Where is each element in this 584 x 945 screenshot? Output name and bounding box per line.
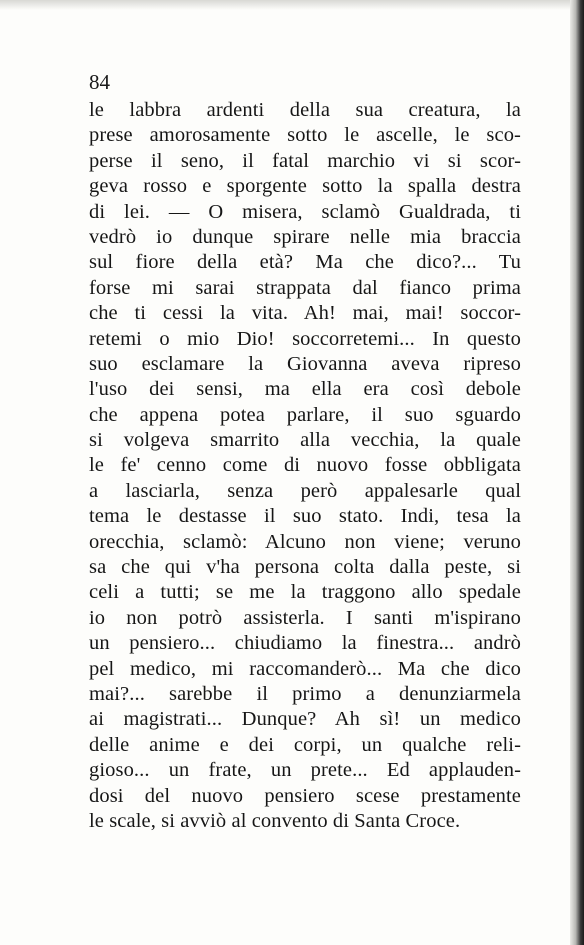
body-text (89, 98, 521, 834)
text-line: dosi del nuovo pensiero scese prestamente (89, 784, 521, 807)
text-line: suo esclamare la Giovanna aveva ripreso (89, 352, 521, 375)
text-line: forse mi sarai strappata dal fianco prima (89, 276, 521, 299)
page-top-shadow (0, 0, 584, 10)
text-line: vedrò io dunque spirare nelle mia braccia (89, 225, 521, 248)
text-line: retemi o mio Dio! soccorretemi... In questo (89, 327, 521, 350)
text-line: mai?... sarebbe il primo a denunziarmela (89, 682, 521, 705)
text-line: pel medico, mi raccomanderò... Ma che dico (89, 657, 521, 680)
text-line: geva rosso e sporgente sotto la spalla destra (89, 175, 521, 198)
book-spine-edge (570, 0, 584, 945)
page-number: 84 (89, 70, 110, 94)
text-line: perse il seno, il fatal marchio vi si scor- (89, 149, 521, 172)
text-line: sa che qui v'ha persona colta dalla peste, si (89, 556, 521, 579)
text-line: che ti cessi la vita. Ah! mai, mai! soccor- (89, 302, 521, 325)
text-line: tema le destasse il suo stato. Indi, tesa la (89, 505, 521, 528)
text-line: le fe' cenno come di nuovo fosse obbligata (89, 454, 521, 477)
text-line: delle anime e dei corpi, un qualche reli- (89, 733, 521, 756)
text-line: io non potrò assisterla. I santi m'ispirano (89, 606, 521, 629)
text-line: si volgeva smarrito alla vecchia, la quale (89, 429, 521, 452)
text-line: di lei. — O misera, sclamò Gualdrada, ti (89, 200, 521, 223)
text-line: ai magistrati... Dunque? Ah sì! un medico (89, 708, 521, 731)
text-line: prese amorosamente sotto le ascelle, le sco- (89, 124, 521, 147)
text-line: gioso... un frate, un prete... Ed applauden- (89, 759, 521, 782)
text-line: celi a tutti; se me la traggono allo spedale (89, 581, 521, 604)
text-line: sul fiore della età? Ma che dico?... Tu (89, 251, 521, 274)
text-line: le scale, si avviò al convento di Santa Croce. (89, 809, 461, 832)
text-line: un pensiero... chiudiamo la finestra... andrò (89, 632, 521, 655)
text-line: l'uso dei sensi, ma ella era così debole (89, 378, 521, 401)
text-line: le labbra ardenti della sua creatura, la (89, 99, 521, 121)
text-line: che appena potea parlare, il suo sguardo (89, 403, 521, 426)
text-line: a lasciarla, senza però appalesarle qual (89, 479, 521, 502)
text-line: orecchia, sclamò: Alcuno non viene; veruno (89, 530, 521, 553)
